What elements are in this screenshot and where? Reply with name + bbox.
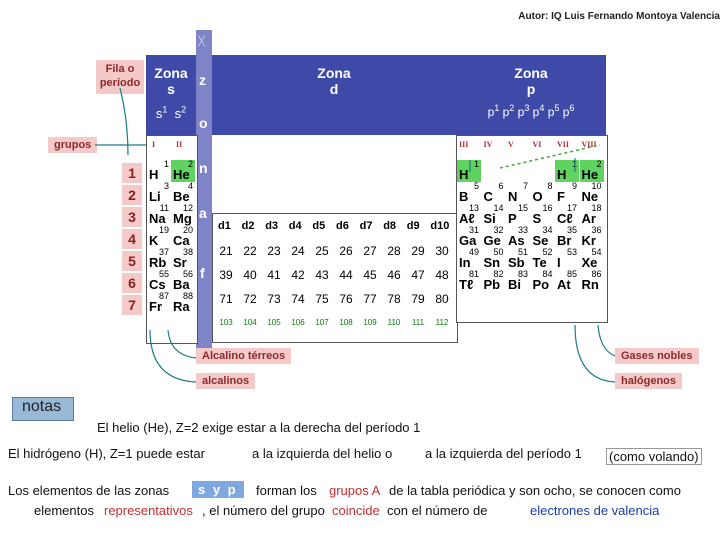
halogenos-arrow bbox=[575, 325, 615, 382]
note-line3-d: de la tabla periódica y son ocho, se conocen como bbox=[389, 483, 681, 498]
author-credit: Autor: IQ Luis Fernando Montoya Valencia bbox=[518, 11, 720, 22]
atomic-number: 16 bbox=[542, 203, 553, 213]
d-orbital-d7: d7 bbox=[359, 220, 373, 232]
d-cell-46: 46 bbox=[387, 268, 401, 282]
zona-d-label: Zona bbox=[317, 65, 351, 81]
d-cell-74: 74 bbox=[291, 292, 305, 306]
atomic-number: 9 bbox=[571, 181, 577, 191]
atomic-number: 1 bbox=[473, 159, 479, 169]
element-symbol: Pb bbox=[483, 277, 501, 292]
period-3: 3 bbox=[122, 207, 142, 227]
zona-f-letter-f: f bbox=[200, 265, 205, 281]
d-cell-25: 25 bbox=[315, 244, 329, 258]
element-symbol: Ne bbox=[581, 189, 599, 204]
alcalino-terreos-label: Alcalino térreos bbox=[196, 348, 291, 364]
atomic-number: 7 bbox=[522, 181, 528, 191]
d-cell-80: 80 bbox=[435, 292, 449, 306]
atomic-number: 87 bbox=[158, 291, 169, 301]
d-cell-28: 28 bbox=[387, 244, 401, 258]
element-symbol: Mg bbox=[173, 211, 192, 226]
atomic-number: 36 bbox=[591, 225, 602, 235]
d-cell-107: 107 bbox=[315, 318, 329, 327]
fila-periodo-label: Fila o período bbox=[96, 60, 144, 94]
element-symbol: He bbox=[173, 167, 190, 182]
zona-f-letter-a: a bbox=[199, 205, 207, 221]
d-cell-21: 21 bbox=[219, 244, 233, 258]
atomic-number: 33 bbox=[517, 225, 528, 235]
element-symbol: P bbox=[508, 211, 517, 226]
atomic-number: 5 bbox=[473, 181, 479, 191]
d-cell-109: 109 bbox=[363, 318, 377, 327]
element-symbol: O bbox=[532, 189, 543, 204]
gases-nobles-arrow bbox=[598, 325, 615, 356]
atomic-number: 34 bbox=[542, 225, 553, 235]
period-4: 4 bbox=[122, 229, 142, 249]
element-symbol: Li bbox=[149, 189, 161, 204]
group-p-IV: IV bbox=[483, 140, 493, 149]
note-line1: El helio (He), Z=2 exige estar a la derecha del período 1 bbox=[97, 420, 421, 435]
element-symbol: Ra bbox=[173, 299, 190, 314]
d-cell-112: 112 bbox=[435, 318, 449, 327]
element-symbol: Ba bbox=[173, 277, 190, 292]
element-symbol: Ar bbox=[581, 211, 596, 226]
atomic-number: 83 bbox=[517, 269, 528, 279]
d-cell-110: 110 bbox=[387, 318, 401, 327]
note-line3-c: grupos A bbox=[329, 483, 381, 498]
atomic-number: 11 bbox=[159, 203, 169, 213]
alcalino-terreos-arrow bbox=[168, 330, 196, 358]
element-symbol: Si bbox=[483, 211, 496, 226]
atomic-number: 50 bbox=[493, 247, 504, 257]
atomic-number: 37 bbox=[158, 247, 169, 257]
d-cell-105: 105 bbox=[267, 318, 281, 327]
atomic-number: 88 bbox=[182, 291, 193, 301]
d-cell-108: 108 bbox=[339, 318, 353, 327]
element-symbol: S bbox=[532, 211, 542, 226]
notas-label: notas bbox=[22, 398, 62, 415]
atomic-number: 2 bbox=[596, 159, 602, 169]
d-cell-106: 106 bbox=[291, 318, 305, 327]
note-line4-f: electrones de valencia bbox=[530, 503, 660, 518]
atomic-number: 17 bbox=[566, 203, 577, 213]
element-symbol: Ga bbox=[459, 233, 477, 248]
d-cell-71: 71 bbox=[219, 292, 233, 306]
group-p-V: V bbox=[508, 140, 514, 149]
atomic-number: 55 bbox=[158, 269, 169, 279]
d-cell-26: 26 bbox=[339, 244, 353, 258]
element-symbol: N bbox=[508, 189, 518, 204]
d-cell-24: 24 bbox=[291, 244, 305, 258]
note-line2-c: a la izquierda del período 1 bbox=[425, 446, 582, 461]
element-symbol: Ge bbox=[483, 233, 501, 248]
element-symbol: Po bbox=[532, 277, 550, 292]
period-1: 1 bbox=[122, 163, 142, 183]
atomic-number: 19 bbox=[158, 225, 169, 235]
atomic-number: 32 bbox=[493, 225, 504, 235]
orbital-s1: $s^1$ bbox=[155, 105, 168, 122]
element-symbol: I bbox=[557, 255, 561, 270]
element-symbol: H bbox=[459, 167, 469, 182]
note-line2-a: El hidrógeno (H), Z=1 puede estar bbox=[8, 446, 205, 461]
d-cell-22: 22 bbox=[243, 244, 257, 258]
element-symbol: K bbox=[149, 233, 159, 248]
atomic-number: 54 bbox=[591, 247, 602, 257]
element-symbol: Cℓ bbox=[557, 211, 573, 226]
note-line2-b: a la izquierda del helio o bbox=[252, 446, 393, 461]
zona-p-label: Zona bbox=[514, 65, 548, 81]
d-orbital-d1: d1 bbox=[218, 220, 231, 232]
element-symbol: Xe bbox=[581, 255, 598, 270]
d-cell-76: 76 bbox=[339, 292, 353, 306]
d-orbital-d3: d3 bbox=[265, 220, 279, 232]
note-line4-a: elementos bbox=[34, 503, 94, 518]
alcalinos-arrow bbox=[150, 330, 196, 382]
d-orbital-d8: d8 bbox=[383, 220, 397, 232]
sp-badge: s y p bbox=[192, 481, 244, 498]
element-symbol: C bbox=[483, 189, 493, 204]
element-symbol: Sb bbox=[508, 255, 525, 270]
element-symbol: Sn bbox=[483, 255, 501, 270]
atomic-number: 82 bbox=[493, 269, 504, 279]
atomic-number: 15 bbox=[517, 203, 528, 213]
group-s-I: I bbox=[152, 140, 156, 149]
d-cell-39: 39 bbox=[219, 268, 233, 282]
atomic-number: 86 bbox=[591, 269, 602, 279]
note-line4-c: , el número del grupo bbox=[202, 503, 325, 518]
element-symbol: In bbox=[459, 255, 471, 270]
d-cell-42: 42 bbox=[291, 268, 305, 282]
group-p-VI: VI bbox=[532, 140, 542, 149]
element-symbol: B bbox=[459, 189, 469, 204]
element-symbol: Te bbox=[532, 255, 547, 270]
d-cell-77: 77 bbox=[363, 292, 377, 306]
atomic-number: 56 bbox=[182, 269, 193, 279]
atomic-number: 49 bbox=[468, 247, 479, 257]
atomic-number: 8 bbox=[547, 181, 553, 191]
element-symbol: Rb bbox=[149, 255, 167, 270]
group-p-VII: VII bbox=[557, 140, 570, 149]
element-symbol: Fr bbox=[149, 299, 162, 314]
element-symbol: As bbox=[508, 233, 525, 248]
d-orbital-d2: d2 bbox=[241, 220, 255, 232]
zona-p-letter: p bbox=[526, 81, 536, 97]
element-symbol: Be bbox=[173, 189, 190, 204]
d-cell-29: 29 bbox=[411, 244, 425, 258]
d-cell-79: 79 bbox=[411, 292, 425, 306]
note-line4-e: con el número de bbox=[387, 503, 488, 518]
atomic-number: 3 bbox=[163, 181, 169, 191]
atomic-number: 1 bbox=[163, 159, 169, 169]
period-2: 2 bbox=[122, 185, 142, 205]
d-cell-30: 30 bbox=[435, 244, 449, 258]
atomic-number: 18 bbox=[591, 203, 602, 213]
alcalinos-label: alcalinos bbox=[196, 373, 255, 389]
d-cell-104: 104 bbox=[243, 318, 257, 327]
d-orbital-d5: d5 bbox=[312, 220, 326, 232]
d-cell-43: 43 bbox=[315, 268, 329, 282]
atomic-number: 51 bbox=[517, 247, 528, 257]
atomic-number: 12 bbox=[182, 203, 193, 213]
atomic-number: 52 bbox=[542, 247, 553, 257]
halogenos-label: halógenos bbox=[615, 373, 682, 389]
group-p-VIII: VIII bbox=[581, 140, 597, 149]
note-line4-d: coincide bbox=[332, 503, 380, 518]
d-cell-45: 45 bbox=[363, 268, 377, 282]
period-5: 5 bbox=[122, 251, 142, 271]
atomic-number: 85 bbox=[566, 269, 577, 279]
d-orbital-d6: d6 bbox=[336, 220, 349, 232]
atomic-number: 13 bbox=[468, 203, 479, 213]
period-6: 6 bbox=[122, 273, 142, 293]
atomic-number: 38 bbox=[182, 247, 193, 257]
note-line2-d: (como volando) bbox=[606, 448, 702, 465]
note-line3-b: forman los bbox=[256, 483, 317, 498]
element-symbol: Na bbox=[149, 211, 166, 226]
element-symbol: F bbox=[557, 189, 565, 204]
zona-s-letter: s bbox=[167, 81, 175, 97]
h-dotted-arrow bbox=[500, 145, 600, 168]
element-symbol: Sr bbox=[173, 255, 187, 270]
atomic-number: 84 bbox=[542, 269, 553, 279]
zona-f-corner-icon: ᚷ bbox=[198, 34, 206, 48]
d-cell-103: 103 bbox=[219, 318, 233, 327]
zona-d-letter: d bbox=[329, 81, 339, 97]
d-cell-47: 47 bbox=[411, 268, 425, 282]
atomic-number: 10 bbox=[591, 181, 602, 191]
gases-nobles-label: Gases nobles bbox=[615, 348, 699, 364]
atomic-number: 2 bbox=[187, 159, 193, 169]
d-cell-111: 111 bbox=[411, 318, 425, 327]
element-symbol: Br bbox=[557, 233, 572, 248]
element-symbol: Cs bbox=[149, 277, 166, 292]
d-cell-40: 40 bbox=[243, 268, 257, 282]
zona-f-letter-z: z bbox=[199, 72, 206, 88]
atomic-number: 31 bbox=[468, 225, 479, 235]
atomic-number: 14 bbox=[493, 203, 504, 213]
element-symbol: H bbox=[557, 167, 567, 182]
element-symbol: Ca bbox=[173, 233, 190, 248]
atomic-number: 81 bbox=[468, 269, 479, 279]
d-cell-23: 23 bbox=[267, 244, 281, 258]
d-cell-41: 41 bbox=[267, 268, 281, 282]
d-cell-78: 78 bbox=[387, 292, 401, 306]
element-symbol: Se bbox=[532, 233, 549, 248]
group-p-III: III bbox=[459, 140, 469, 149]
p-orbitals-row: $p^1$ $p^2$ $p^3$ $p^4$ $p^5$ $p^6$ bbox=[487, 103, 575, 119]
atomic-number: 20 bbox=[182, 225, 193, 235]
d-cell-75: 75 bbox=[315, 292, 329, 306]
zona-s-label: Zona bbox=[154, 65, 188, 81]
element-symbol: Rn bbox=[581, 277, 599, 292]
element-symbol: Aℓ bbox=[459, 211, 475, 226]
d-cell-72: 72 bbox=[243, 292, 257, 306]
element-symbol: Bi bbox=[508, 277, 521, 292]
d-orbital-d9: d9 bbox=[406, 220, 420, 232]
note-line4-b: representativos bbox=[104, 503, 193, 518]
element-symbol: Tℓ bbox=[459, 277, 474, 292]
d-cell-48: 48 bbox=[435, 268, 449, 282]
d-cell-73: 73 bbox=[267, 292, 281, 306]
element-symbol: Kr bbox=[581, 233, 596, 248]
d-orbital-d4: d4 bbox=[288, 220, 302, 232]
d-cell-44: 44 bbox=[339, 268, 353, 282]
atomic-number: 6 bbox=[498, 181, 504, 191]
period-7: 7 bbox=[122, 295, 142, 315]
d-cell-27: 27 bbox=[363, 244, 377, 258]
atomic-number: 4 bbox=[187, 181, 193, 191]
grupos-label: grupos bbox=[48, 137, 97, 153]
orbital-s2: $s^2$ bbox=[174, 105, 187, 122]
d-orbital-d10: d10 bbox=[430, 220, 450, 232]
note-line3-a: Los elementos de las zonas bbox=[8, 483, 170, 498]
group-s-II: II bbox=[176, 140, 183, 149]
element-symbol: H bbox=[149, 167, 159, 182]
atomic-number: 1 bbox=[571, 159, 577, 169]
element-symbol: He bbox=[581, 167, 599, 182]
zona-f-letter-n: n bbox=[199, 160, 208, 176]
element-symbol: At bbox=[557, 277, 571, 292]
atomic-number: 35 bbox=[566, 225, 577, 235]
atomic-number: 53 bbox=[566, 247, 577, 257]
zona-f-letter-o: o bbox=[199, 115, 208, 131]
